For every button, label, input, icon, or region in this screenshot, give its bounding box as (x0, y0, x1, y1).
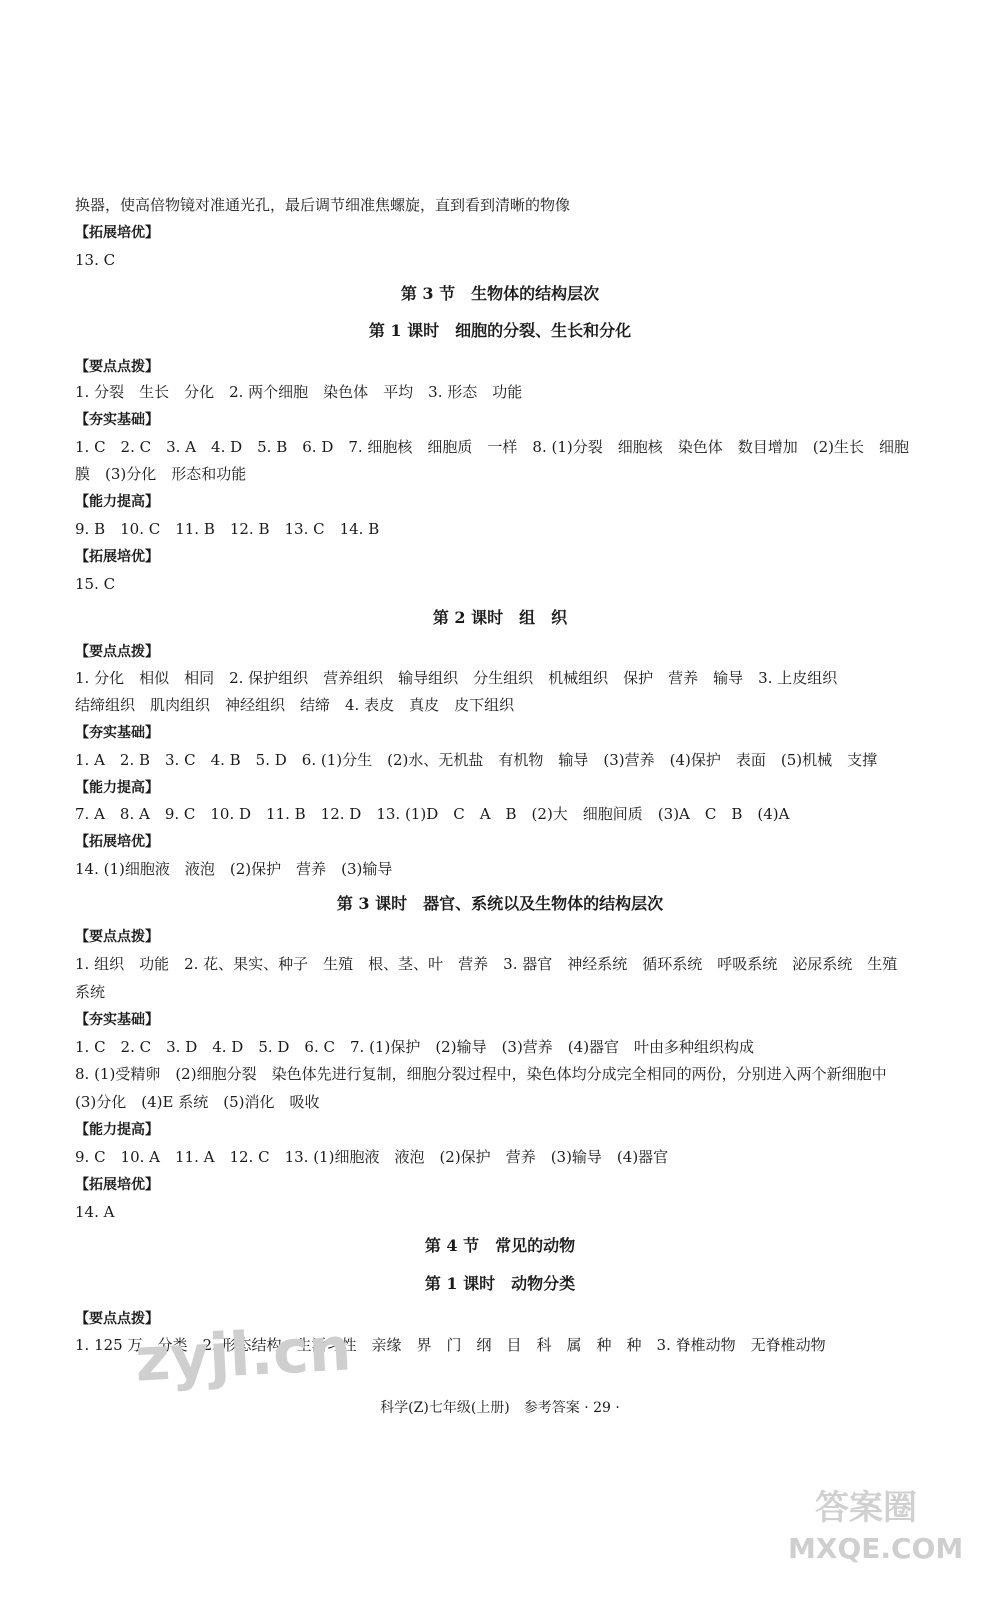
section-title: 第 4 节 常见的动物 (424, 1236, 576, 1255)
answer-line: 换器，使高倍物镜对准通光孔，最后调节细准焦螺旋，直到看到清晰的物像 (75, 196, 571, 214)
answer-line: 1. 组织 功能 2. 花、果实、种子 生殖 根、茎、叶 营养 3. 器官 神经系统 循环系统 呼吸系统 泌尿系统 生殖 (75, 955, 898, 973)
answer-line: (3)分化 (4)E 系统 (5)消化 吸收 (75, 1093, 320, 1111)
answer-line: 1. A 2. B 3. C 4. B 5. D 6. (1)分生 (2)水、无机盐 有机物 输导 (3)营养 (4)保护 表面 (5)机械 支撑 (75, 751, 878, 769)
heading-tuozhan: 【拓展培优】 (75, 1177, 159, 1193)
answer-line: 9. C 10. A 11. A 12. C 13. (1)细胞液 液泡 (2)保护 营养 (3)输导 (4)器官 (75, 1148, 669, 1166)
heading-nengli: 【能力提高】 (75, 1122, 159, 1138)
lesson-title: 第 3 课时 器官、系统以及生物体的结构层次 (336, 894, 664, 913)
answer-line: 14. A (75, 1203, 115, 1221)
answer-line: 结缔组织 肌肉组织 神经组织 结缔 4. 表皮 真皮 皮下组织 (75, 696, 515, 714)
page-footer: 科学(Z)七年级(上册) 参考答案 · 29 · (380, 1400, 620, 1416)
heading-tuozhan: 【拓展培优】 (75, 549, 159, 565)
answer-line: 7. A 8. A 9. C 10. D 11. B 12. D 13. (1)D C A B (2)大 细胞间质 (3)A C B (4)A (75, 805, 790, 823)
answer-line: 8. (1)受精卵 (2)细胞分裂 染色体先进行复制，细胞分裂过程中，染色体均分成完全相同的两份，分别进入两个新细胞中 (75, 1065, 887, 1083)
heading-tuozhan: 【拓展培优】 (75, 834, 159, 850)
lesson-title: 第 1 课时 动物分类 (424, 1274, 576, 1293)
heading-yaodian: 【要点点拨】 (75, 359, 159, 375)
heading-hangshi: 【夯实基础】 (75, 412, 159, 428)
answer-line: 9. B 10. C 11. B 12. B 13. C 14. B (75, 520, 380, 538)
heading-nengli: 【能力提高】 (75, 780, 159, 796)
heading-hangshi: 【夯实基础】 (75, 725, 159, 741)
section-title: 第 3 节 生物体的结构层次 (400, 284, 600, 303)
answer-line: 膜 (3)分化 形态和功能 (75, 465, 247, 483)
heading-tuozhan: 【拓展培优】 (75, 225, 159, 241)
heading-hangshi: 【夯实基础】 (75, 1012, 159, 1028)
heading-yaodian: 【要点点拨】 (75, 929, 159, 945)
heading-yaodian: 【要点点拨】 (75, 644, 159, 660)
answer-line: 1. C 2. C 3. A 4. D 5. B 6. D 7. 细胞核 细胞质 一样 8. (1)分裂 细胞核 染色体 数目增加 (2)生长 细胞 (75, 438, 909, 456)
watermark-mxqe-url: MXQE.COM (788, 1532, 964, 1565)
answer-line: 15. C (75, 575, 116, 593)
answer-line: 系统 (75, 983, 106, 1001)
watermark-zyjl: zyjl.cn (133, 1314, 353, 1396)
heading-yaodian: 【要点点拨】 (75, 1311, 159, 1327)
lesson-title: 第 2 课时 组 织 (432, 608, 568, 627)
answer-line: 1. 分裂 生长 分化 2. 两个细胞 染色体 平均 3. 形态 功能 (75, 383, 523, 401)
watermark-mxqe-logo: 答案圈 (815, 1488, 917, 1528)
answer-line: 1. C 2. C 3. D 4. D 5. D 6. C 7. (1)保护 (2)输导 (3)营养 (4)器官 叶由多种组织构成 (75, 1038, 755, 1056)
answer-line: 1. 分化 相似 相同 2. 保护组织 营养组织 输导组织 分生组织 机械组织 保护 营养 输导 3. 上皮组织 (75, 669, 838, 687)
answer-line: 14. (1)细胞液 液泡 (2)保护 营养 (3)输导 (75, 860, 393, 878)
answer-line: 1. 125 万 分类 2. 形态结构 生活习性 亲缘 界 门 纲 目 科 属 种 种 3. 脊椎动物 无脊椎动物 (75, 1336, 826, 1354)
answer-line: 13. C (75, 251, 116, 269)
lesson-title: 第 1 课时 细胞的分裂、生长和分化 (368, 321, 632, 340)
heading-nengli: 【能力提高】 (75, 494, 159, 510)
